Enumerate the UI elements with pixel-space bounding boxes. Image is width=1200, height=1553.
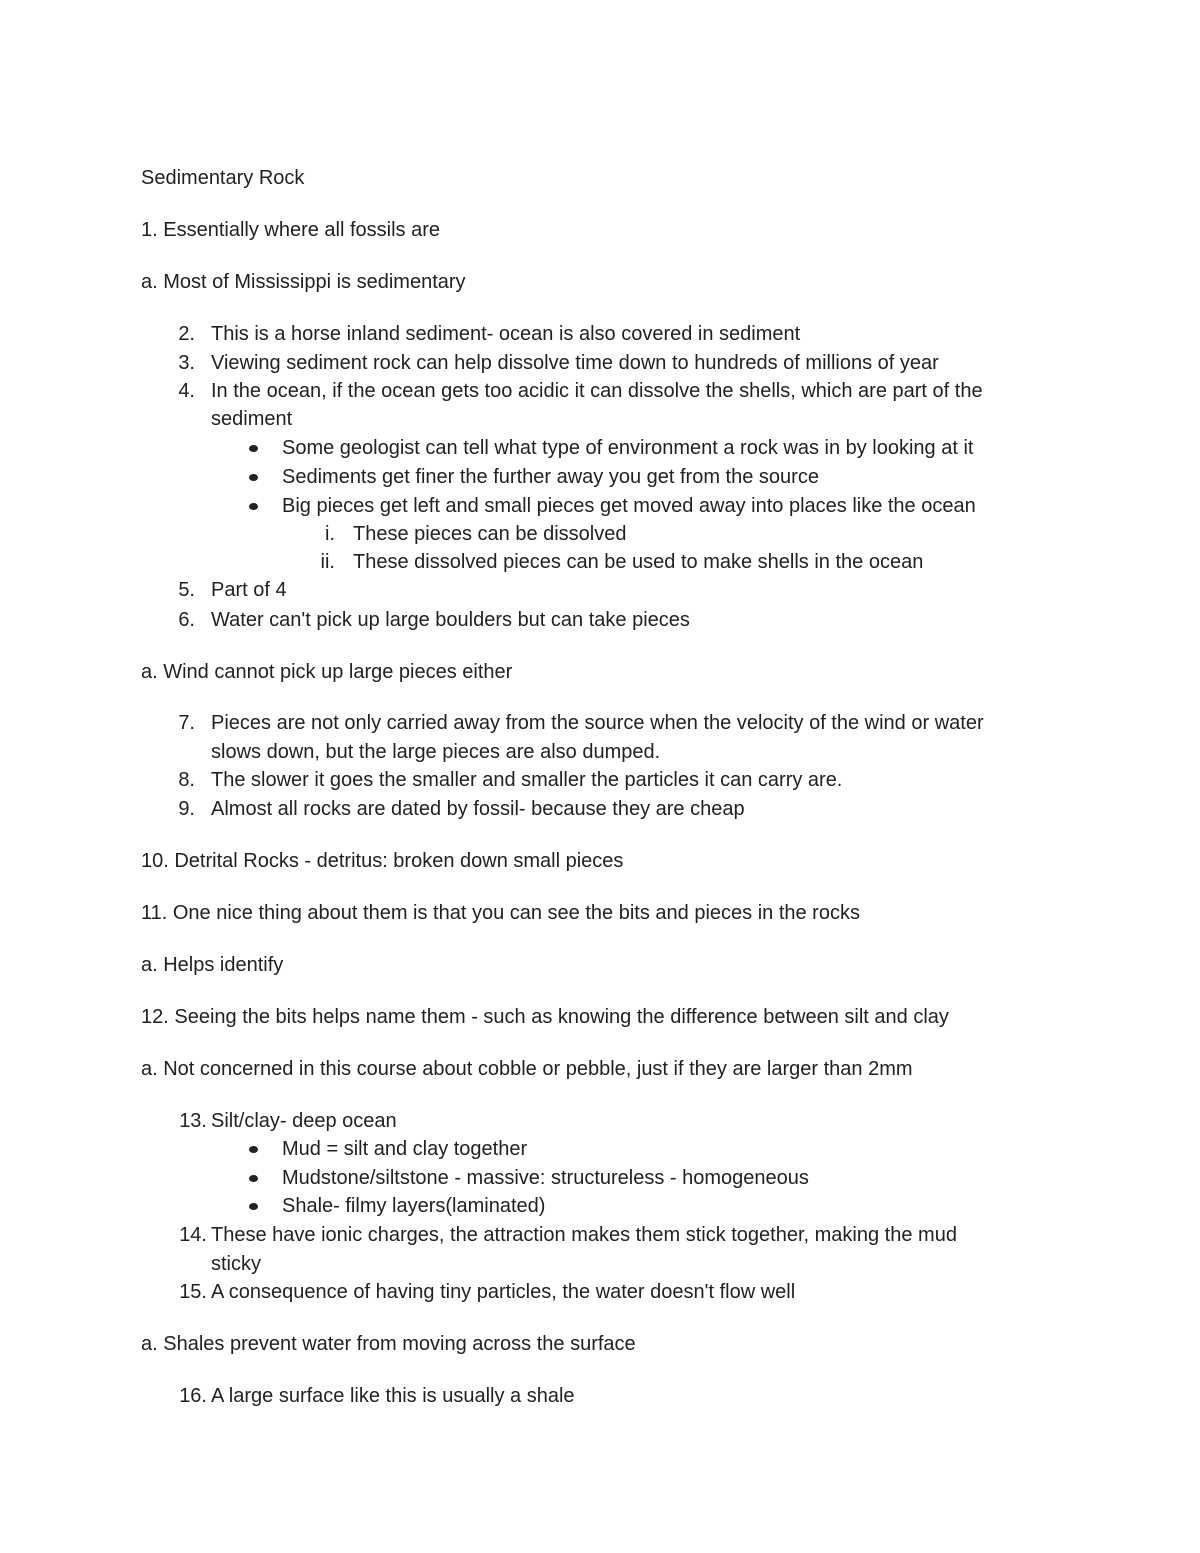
list-item-4-line-1: In the ocean, if the ocean gets too acidic it can dissolve the shells, which are part of the bbox=[211, 380, 983, 402]
paragraph-1: 1. Essentially where all fossils are bbox=[141, 219, 441, 241]
bullet-icon bbox=[249, 1203, 258, 1210]
bullet-icon bbox=[249, 503, 258, 510]
list-item-7-line-1: Pieces are not only carried away from the source when the velocity of the wind or water bbox=[211, 712, 984, 734]
bullet-icon bbox=[249, 1175, 258, 1182]
paragraph-11: 11. One nice thing about them is that you can see the bits and pieces in the rocks bbox=[141, 902, 860, 924]
list-number-5: 5. bbox=[178, 579, 195, 601]
list-item-6: Water can't pick up large boulders but can take pieces bbox=[211, 609, 690, 631]
list-number-14: 14. bbox=[179, 1224, 207, 1246]
list-number-6: 6. bbox=[178, 609, 195, 631]
list-item-13: Silt/clay- deep ocean bbox=[211, 1110, 397, 1132]
roman-item-i: These pieces can be dissolved bbox=[353, 523, 627, 545]
bullet-icon bbox=[249, 1146, 258, 1153]
list-number-8: 8. bbox=[178, 769, 195, 791]
list-number-13: 13. bbox=[179, 1110, 207, 1132]
roman-item-ii: These dissolved pieces can be used to make shells in the ocean bbox=[353, 551, 924, 573]
list-item-2: This is a horse inland sediment- ocean is also covered in sediment bbox=[211, 323, 801, 345]
list-number-4: 4. bbox=[178, 380, 195, 402]
paragraph-12: 12. Seeing the bits helps name them - such as knowing the difference between silt and clay bbox=[141, 1006, 949, 1028]
paragraph-11a: a. Helps identify bbox=[141, 954, 284, 976]
list-number-2: 2. bbox=[178, 323, 195, 345]
bullet-item-2: Sediments get finer the further away you get from the source bbox=[282, 466, 819, 488]
list-item-16: A large surface like this is usually a shale bbox=[211, 1385, 575, 1407]
list-number-3: 3. bbox=[178, 352, 195, 374]
list-item-9: Almost all rocks are dated by fossil- because they are cheap bbox=[211, 798, 745, 820]
paragraph-12a: a. Not concerned in this course about cobble or pebble, just if they are larger than 2mm bbox=[141, 1058, 913, 1080]
list-number-15: 15. bbox=[179, 1281, 207, 1303]
list-item-14-line-2: sticky bbox=[211, 1253, 261, 1275]
bullet-item-1: Some geologist can tell what type of environment a rock was in by looking at it bbox=[282, 437, 974, 459]
document-title: Sedimentary Rock bbox=[141, 167, 305, 189]
list-item-14-line-1: These have ionic charges, the attraction makes them stick together, making the mud bbox=[211, 1224, 957, 1246]
list-number-16: 16. bbox=[179, 1385, 207, 1407]
roman-marker-ii: ii. bbox=[320, 551, 335, 573]
bullet-item-13a: Mud = silt and clay together bbox=[282, 1138, 528, 1160]
roman-marker-i: i. bbox=[325, 523, 335, 545]
bullet-item-3: Big pieces get left and small pieces get moved away into places like the ocean bbox=[282, 495, 976, 517]
paragraph-15a: a. Shales prevent water from moving across the surface bbox=[141, 1333, 636, 1355]
list-number-7: 7. bbox=[178, 712, 195, 734]
list-item-5: Part of 4 bbox=[211, 579, 287, 601]
bullet-item-13c: Shale- filmy layers(laminated) bbox=[282, 1195, 546, 1217]
paragraph-6a: a. Wind cannot pick up large pieces either bbox=[141, 661, 513, 683]
list-item-7-line-2: slows down, but the large pieces are also dumped. bbox=[211, 741, 661, 763]
bullet-item-13b: Mudstone/siltstone - massive: structureless - homogeneous bbox=[282, 1167, 809, 1189]
paragraph-10: 10. Detrital Rocks - detritus: broken down small pieces bbox=[141, 850, 624, 872]
list-item-3: Viewing sediment rock can help dissolve time down to hundreds of millions of year bbox=[211, 352, 939, 374]
paragraph-1a: a. Most of Mississippi is sedimentary bbox=[141, 271, 466, 293]
bullet-icon bbox=[249, 445, 258, 452]
list-item-8: The slower it goes the smaller and smaller the particles it can carry are. bbox=[211, 769, 843, 791]
list-number-9: 9. bbox=[178, 798, 195, 820]
list-item-4-line-2: sediment bbox=[211, 408, 293, 430]
list-item-15: A consequence of having tiny particles, the water doesn't flow well bbox=[211, 1281, 796, 1303]
bullet-icon bbox=[249, 474, 258, 481]
